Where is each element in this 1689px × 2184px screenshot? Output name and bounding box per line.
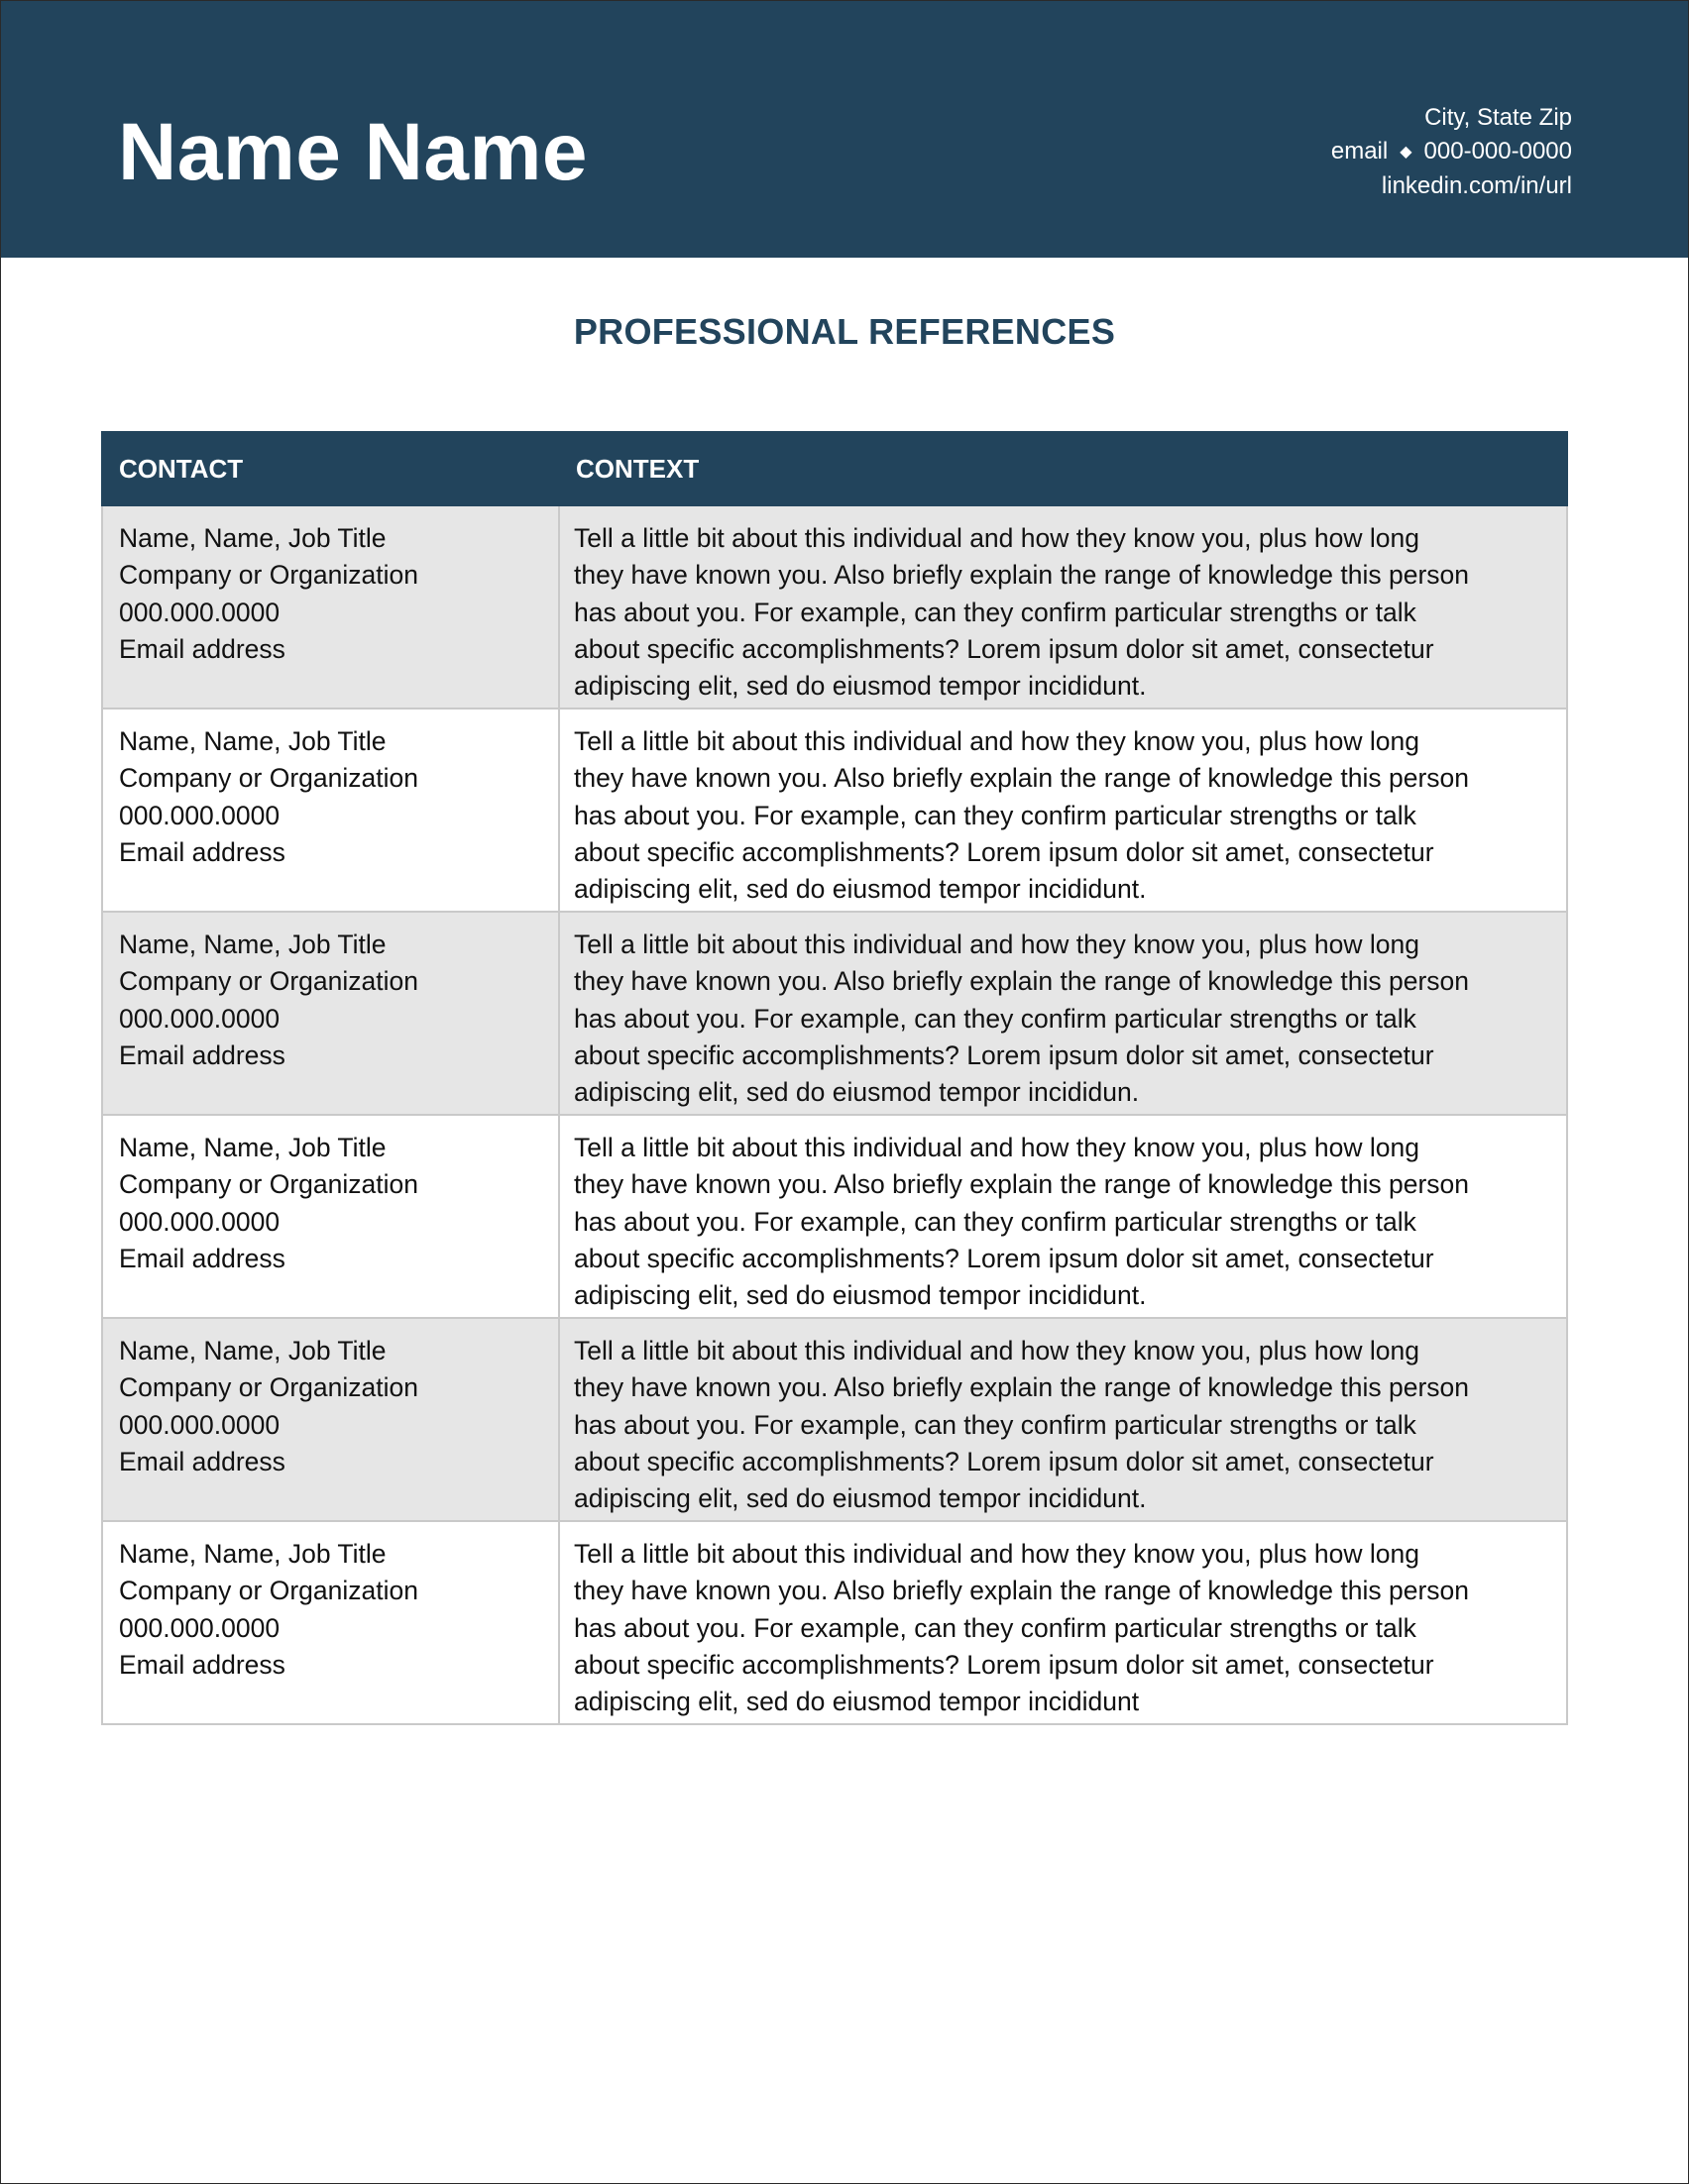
contact-line: Company or Organization <box>119 1169 418 1200</box>
contact-line: Name, Name, Job Title <box>119 523 387 553</box>
contact-line: 000.000.0000 <box>119 597 281 627</box>
contact-line: Name, Name, Job Title <box>119 1133 387 1162</box>
contact-line: Email address <box>119 1039 285 1070</box>
context-line: has about you. For example, can they confirm particular strengths or talk <box>574 1612 1416 1643</box>
context-line: Tell a little bit about this individual and how they know you, plus how long <box>574 523 1419 553</box>
contact-info <box>1331 101 1572 203</box>
table-row <box>102 1318 1567 1521</box>
contact-line: Name, Name, Job Title <box>119 929 387 959</box>
context-line: Tell a little bit about this individual and how they know you, plus how long <box>574 1133 1419 1162</box>
table-row <box>102 1115 1567 1318</box>
contact-line: Email address <box>119 633 285 664</box>
table-header-row <box>102 432 1567 505</box>
table-row <box>102 1521 1567 1724</box>
contact-line: Company or Organization <box>119 1372 418 1403</box>
contact-line: 000.000.0000 <box>119 800 281 830</box>
contact-cell <box>102 1318 559 1521</box>
contact-line: Company or Organization <box>119 763 418 794</box>
context-line: Tell a little bit about this individual and how they know you, plus how long <box>574 726 1419 756</box>
email-phone-line <box>1331 135 1572 169</box>
context-line: has about you. For example, can they confirm particular strengths or talk <box>574 1003 1416 1034</box>
contact-line: Email address <box>119 836 285 867</box>
context-line: Tell a little bit about this individual and how they know you, plus how long <box>574 929 1419 959</box>
contact-cell <box>102 1521 559 1724</box>
contact-line: 000.000.0000 <box>119 1206 281 1237</box>
context-line: Tell a little bit about this individual and how they know you, plus how long <box>574 1539 1419 1569</box>
context-line: has about you. For example, can they confirm particular strengths or talk <box>574 1206 1416 1237</box>
context-cell <box>559 1318 1567 1521</box>
contact-line: Company or Organization <box>119 560 418 591</box>
contact-line: Name, Name, Job Title <box>119 726 387 756</box>
linkedin-text: linkedin.com/in/url <box>1381 172 1572 199</box>
context-line: adipiscing elit, sed do eiusmod tempor incididunt. <box>574 671 1147 702</box>
context-line: about specific accomplishments? Lorem ipsum dolor sit amet, consectetur <box>574 1649 1434 1680</box>
context-line: has about you. For example, can they confirm particular strengths or talk <box>574 1409 1416 1440</box>
contact-cell <box>102 505 559 709</box>
references-table <box>101 431 1568 1725</box>
table-row <box>102 709 1567 912</box>
contact-cell <box>102 709 559 912</box>
page-header <box>1 1 1688 258</box>
context-line: about specific accomplishments? Lorem ipsum dolor sit amet, consectetur <box>574 1446 1434 1476</box>
context-line: they have known you. Also briefly explain the range of knowledge this person <box>574 1169 1470 1200</box>
contact-line: Name, Name, Job Title <box>119 1539 387 1569</box>
context-line: has about you. For example, can they confirm particular strengths or talk <box>574 597 1416 627</box>
contact-line: 000.000.0000 <box>119 1003 281 1034</box>
context-line: about specific accomplishments? Lorem ipsum dolor sit amet, consectetur <box>574 1039 1434 1070</box>
context-line: adipiscing elit, sed do eiusmod tempor incididunt. <box>574 1483 1147 1514</box>
contact-line: Email address <box>119 1243 285 1273</box>
column-header-context: CONTEXT <box>559 432 1567 505</box>
diamond-separator-icon: ◆ <box>1400 144 1412 161</box>
context-cell <box>559 912 1567 1115</box>
table-row <box>102 505 1567 709</box>
context-line: they have known you. Also briefly explain the range of knowledge this person <box>574 1372 1470 1403</box>
location-text: City, State Zip <box>1424 104 1572 131</box>
context-line: about specific accomplishments? Lorem ipsum dolor sit amet, consectetur <box>574 836 1434 867</box>
candidate-name: Name Name <box>118 107 588 197</box>
context-line: they have known you. Also briefly explain the range of knowledge this person <box>574 763 1470 794</box>
contact-line: 000.000.0000 <box>119 1409 281 1440</box>
email-text: email <box>1330 138 1389 164</box>
phone-text: 000-000-0000 <box>1423 138 1572 164</box>
context-cell <box>559 709 1567 912</box>
context-line: they have known you. Also briefly explain the range of knowledge this person <box>574 1576 1470 1606</box>
contact-line: Name, Name, Job Title <box>119 1336 387 1365</box>
contact-line: 000.000.0000 <box>119 1612 281 1643</box>
contact-line: Email address <box>119 1649 285 1680</box>
context-cell <box>559 1521 1567 1724</box>
context-line: about specific accomplishments? Lorem ipsum dolor sit amet, consectetur <box>574 1243 1434 1273</box>
column-header-contact: CONTACT <box>102 432 559 505</box>
contact-line: Company or Organization <box>119 1576 418 1606</box>
context-line: they have known you. Also briefly explain the range of knowledge this person <box>574 966 1470 997</box>
context-line: adipiscing elit, sed do eiusmod tempor incididun. <box>574 1077 1140 1108</box>
context-line: adipiscing elit, sed do eiusmod tempor incididunt. <box>574 874 1147 905</box>
contact-cell <box>102 912 559 1115</box>
section-title: PROFESSIONAL REFERENCES <box>573 311 1116 352</box>
context-line: they have known you. Also briefly explain the range of knowledge this person <box>574 560 1470 591</box>
contact-line: Email address <box>119 1446 285 1476</box>
context-line: adipiscing elit, sed do eiusmod tempor incididunt. <box>574 1280 1147 1311</box>
context-line: about specific accomplishments? Lorem ipsum dolor sit amet, consectetur <box>574 633 1434 664</box>
context-line: Tell a little bit about this individual and how they know you, plus how long <box>574 1336 1419 1365</box>
table-row <box>102 912 1567 1115</box>
contact-cell <box>102 1115 559 1318</box>
context-line: has about you. For example, can they confirm particular strengths or talk <box>574 800 1416 830</box>
context-cell <box>559 505 1567 709</box>
contact-line: Company or Organization <box>119 966 418 997</box>
context-cell <box>559 1115 1567 1318</box>
context-line: adipiscing elit, sed do eiusmod tempor incididunt <box>574 1687 1140 1717</box>
